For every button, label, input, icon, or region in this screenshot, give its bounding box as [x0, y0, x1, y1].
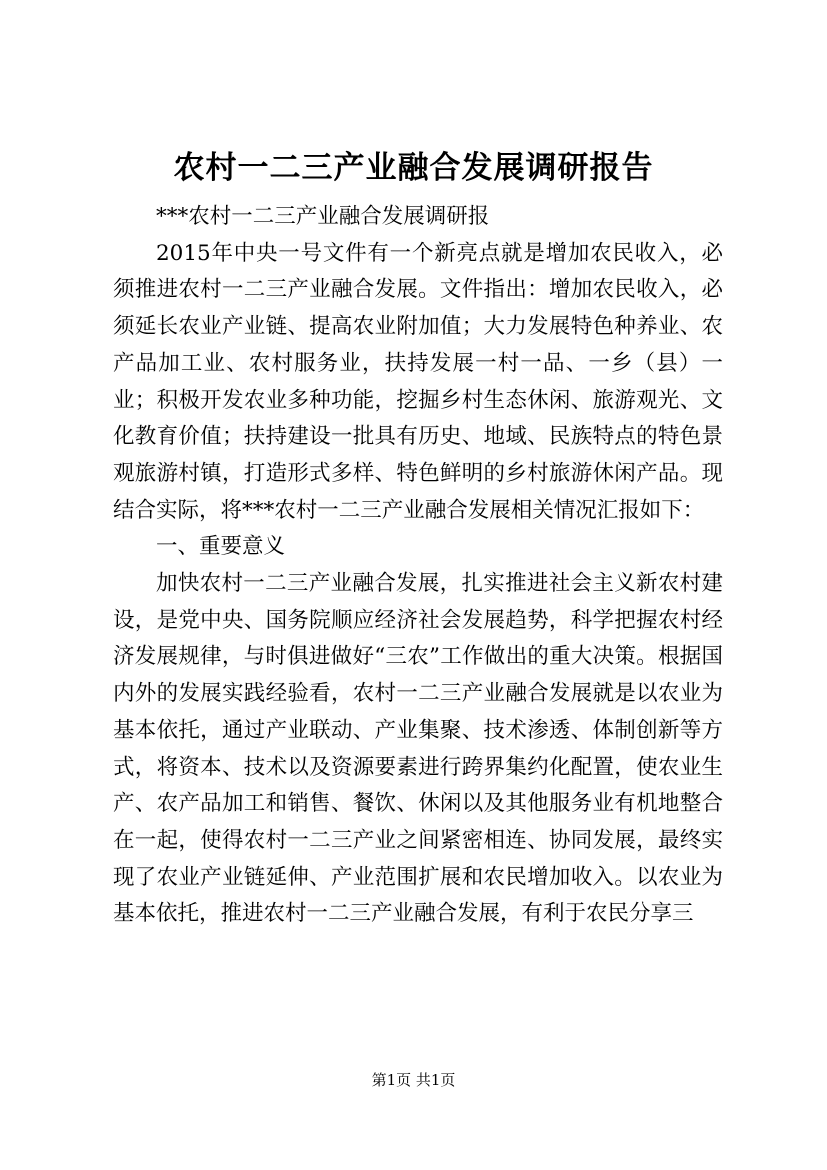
section-heading: 一、重要意义 [156, 534, 286, 560]
page-footer: 第1页 共1页 [371, 1071, 456, 1089]
paragraph-subtitle: ***农村一二三产业融合发展调研报 [156, 204, 490, 229]
document-title: 农村一二三产业融合发展调研报告 [173, 150, 654, 186]
paragraph-significance: 加快农村一二三产业融合发展，扎实推进社会主义新农村建设，是党中央、国务院顺应经济社会发展趋势，科学把握农村经济发展规律，与时俱进做好“三农”工作做出的重大决策。根据国内外的发展实践经验看，农村一二三产业融合发展就是以农业为基本依托，通过产业联动、产业集聚、技术渗透、体制创新等方式，将资本、技术以及资源要素进行跨界集约化配置，使农业生产、农产品加工和销售、餐饮、休闲以及其他服务业有机地整合在一起，使得农村一二三产业之间紧密相连、协同发展，最终实现了农业产业链延伸、产业范围扩展和农民增加收入。以农业为基本依托，推进农村一二三产业融合发展，有利于农民分享三 [113, 571, 723, 927]
paragraph-intro: 2015年中央一号文件有一个新亮点就是增加农民收入，必须推进农村一二三产业融合发展。文件指出：增加农民收入，必须延长农业产业链、提高农业附加值；大力发展特色种养业、农产品加工业、农村服务业，扶持发展一村一品、一乡（县）一业；积极开发农业多种功能，挖掘乡村生态休闲、旅游观光、文化教育价值；扶持建设一批具有历史、地域、民族特点的特色景观旅游村镇，打造形式多样、特色鲜明的乡村旅游休闲产品。现结合实际，将***农村一二三产业融合发展相关情况汇报如下： [113, 240, 723, 523]
document-body [113, 199, 723, 933]
